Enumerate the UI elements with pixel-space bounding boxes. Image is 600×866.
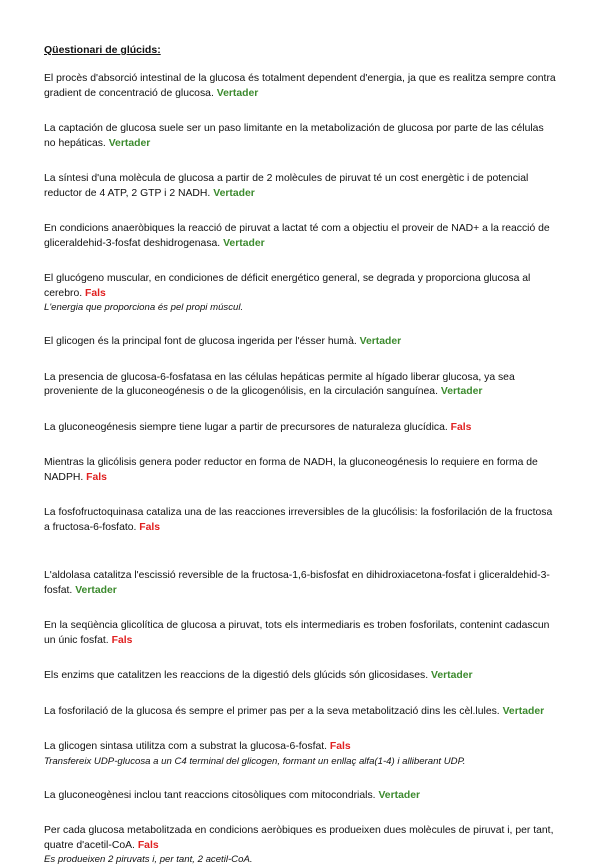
- question-11: [44, 569, 556, 598]
- answer-note: L'energia que proporciona és pel propi múscul.: [44, 302, 244, 313]
- question-text: El procès d'absorció intestinal de la glucosa és totalment dependent d'energia, ja que es realitza sempre contra gradient de concentració de glucosa. Vertader: [44, 73, 556, 99]
- question-8: [44, 421, 556, 436]
- answer-label: Vertader: [359, 336, 402, 347]
- question-text: En la seqüència glicolítica de glucosa a piruvat, tots els intermediaris es troben fosforilats, contenint cadascun un únic fosfat. Fals: [44, 620, 550, 646]
- answer-label: Vertader: [378, 789, 421, 801]
- answer-label: Fals: [329, 741, 351, 752]
- question-14: [44, 705, 556, 720]
- answer-label: Vertader: [430, 670, 473, 681]
- question-10: [44, 506, 556, 535]
- question-text: L'aldolasa catalitza l'escissió reversible de la fructosa-1,6-bisfosfat en dihidroxiacetona-fosfat i gliceraldehid-3-fosfat. Vertader: [44, 570, 550, 596]
- question-3: [44, 172, 556, 201]
- question-text: La gluconeogènesi inclou tant reaccions citosòliques com mitocondrials. Vertader: [44, 789, 421, 801]
- answer-note: Es produeixen 2 piruvats i, per tant, 2 acetil-CoA.: [44, 854, 253, 865]
- question-text: La glicogen sintasa utilitza com a substrat la glucosa-6-fosfat. Fals: [44, 741, 351, 752]
- answer-label: Vertader: [216, 87, 259, 99]
- question-15: [44, 740, 556, 768]
- question-text: Els enzims que catalitzen les reaccions de la digestió dels glúcids són glicosidases. Vertader: [44, 670, 473, 681]
- question-5: [44, 272, 556, 314]
- question-text: La gluconeogénesis siempre tiene lugar a partir de precursores de naturaleza glucídica. Fals: [44, 421, 472, 433]
- question-text: La síntesi d'una molècula de glucosa a partir de 2 molècules de piruvat té un cost energètic i de potencial reductor de 4 ATP, 2 GTP i 2 NADH. Vertader: [44, 173, 529, 199]
- question-text: Mientras la glicólisis genera poder reductor en forma de NADH, la gluconeogénesis lo requiere en forma de NADPH. Fals: [44, 457, 538, 483]
- question-16: [44, 789, 556, 804]
- answer-label: Fals: [139, 521, 161, 533]
- answer-label: Fals: [86, 471, 107, 483]
- answer-label: Vertader: [440, 386, 483, 397]
- question-9: [44, 456, 556, 485]
- answer-label: Fals: [85, 287, 106, 299]
- question-13: [44, 669, 556, 684]
- answer-label: Vertader: [108, 137, 151, 149]
- question-text: La fosfofructoquinasa cataliza una de las reacciones irreversibles de la glucólisis: la fosforilación de la fructosa a fructosa-6-fosfato. Fals: [44, 507, 553, 533]
- question-text: Per cada glucosa metabolitzada en condicions aeròbiques es produeixen dues molècules de piruvat i, per tant, quatre d'acetil-CoA. Fals: [44, 825, 554, 851]
- question-text: En condicions anaeròbiques la reacció de piruvat a lactat té com a objectiu el proveir de NAD+ a la reacció de gliceraldehid-3-fosfat deshidrogenasa. Vertader: [44, 223, 550, 249]
- document-title: Qüestionari de glúcids:: [44, 44, 161, 56]
- question-17: [44, 824, 556, 866]
- answer-label: Fals: [137, 839, 159, 851]
- question-text: La captación de glucosa suele ser un paso limitante en la metabolización de glucosa por parte de las células no hepáticas. Vertader: [44, 123, 544, 149]
- question-4: [44, 222, 556, 251]
- answer-label: Vertader: [213, 187, 255, 199]
- question-12: [44, 619, 556, 648]
- question-1: [44, 72, 556, 101]
- answer-label: Vertader: [223, 237, 265, 249]
- question-text: El glicogen és la principal font de glucosa ingerida per l'ésser humà. Vertader: [44, 336, 402, 347]
- question-text: La fosforilació de la glucosa és sempre el primer pas per a la seva metabolització dins les cèl.lules. Vertader: [44, 705, 545, 717]
- answer-label: Fals: [450, 421, 472, 433]
- question-7: [44, 371, 556, 400]
- document-page: [44, 44, 556, 866]
- question-text: La presencia de glucosa-6-fosfatasa en las células hepáticas permite al hígado liberar glucosa, ya sea proveniente de la gluconeogénesis o de la glicogenólisis, en la circulación sanguínea. Vertader: [44, 371, 515, 397]
- question-text: El glucógeno muscular, en condiciones de déficit energético general, se degrada y proporciona glucosa al cerebro. Fals: [44, 273, 531, 299]
- answer-label: Vertader: [75, 584, 117, 596]
- answer-note: Transfereix UDP-glucosa a un C4 terminal del glicogen, formant un enllaç alfa(1-4) i alliberant UDP.: [44, 755, 466, 767]
- answer-label: Vertader: [502, 705, 545, 717]
- question-2: [44, 122, 556, 151]
- question-6: [44, 335, 556, 350]
- answer-label: Fals: [111, 634, 133, 646]
